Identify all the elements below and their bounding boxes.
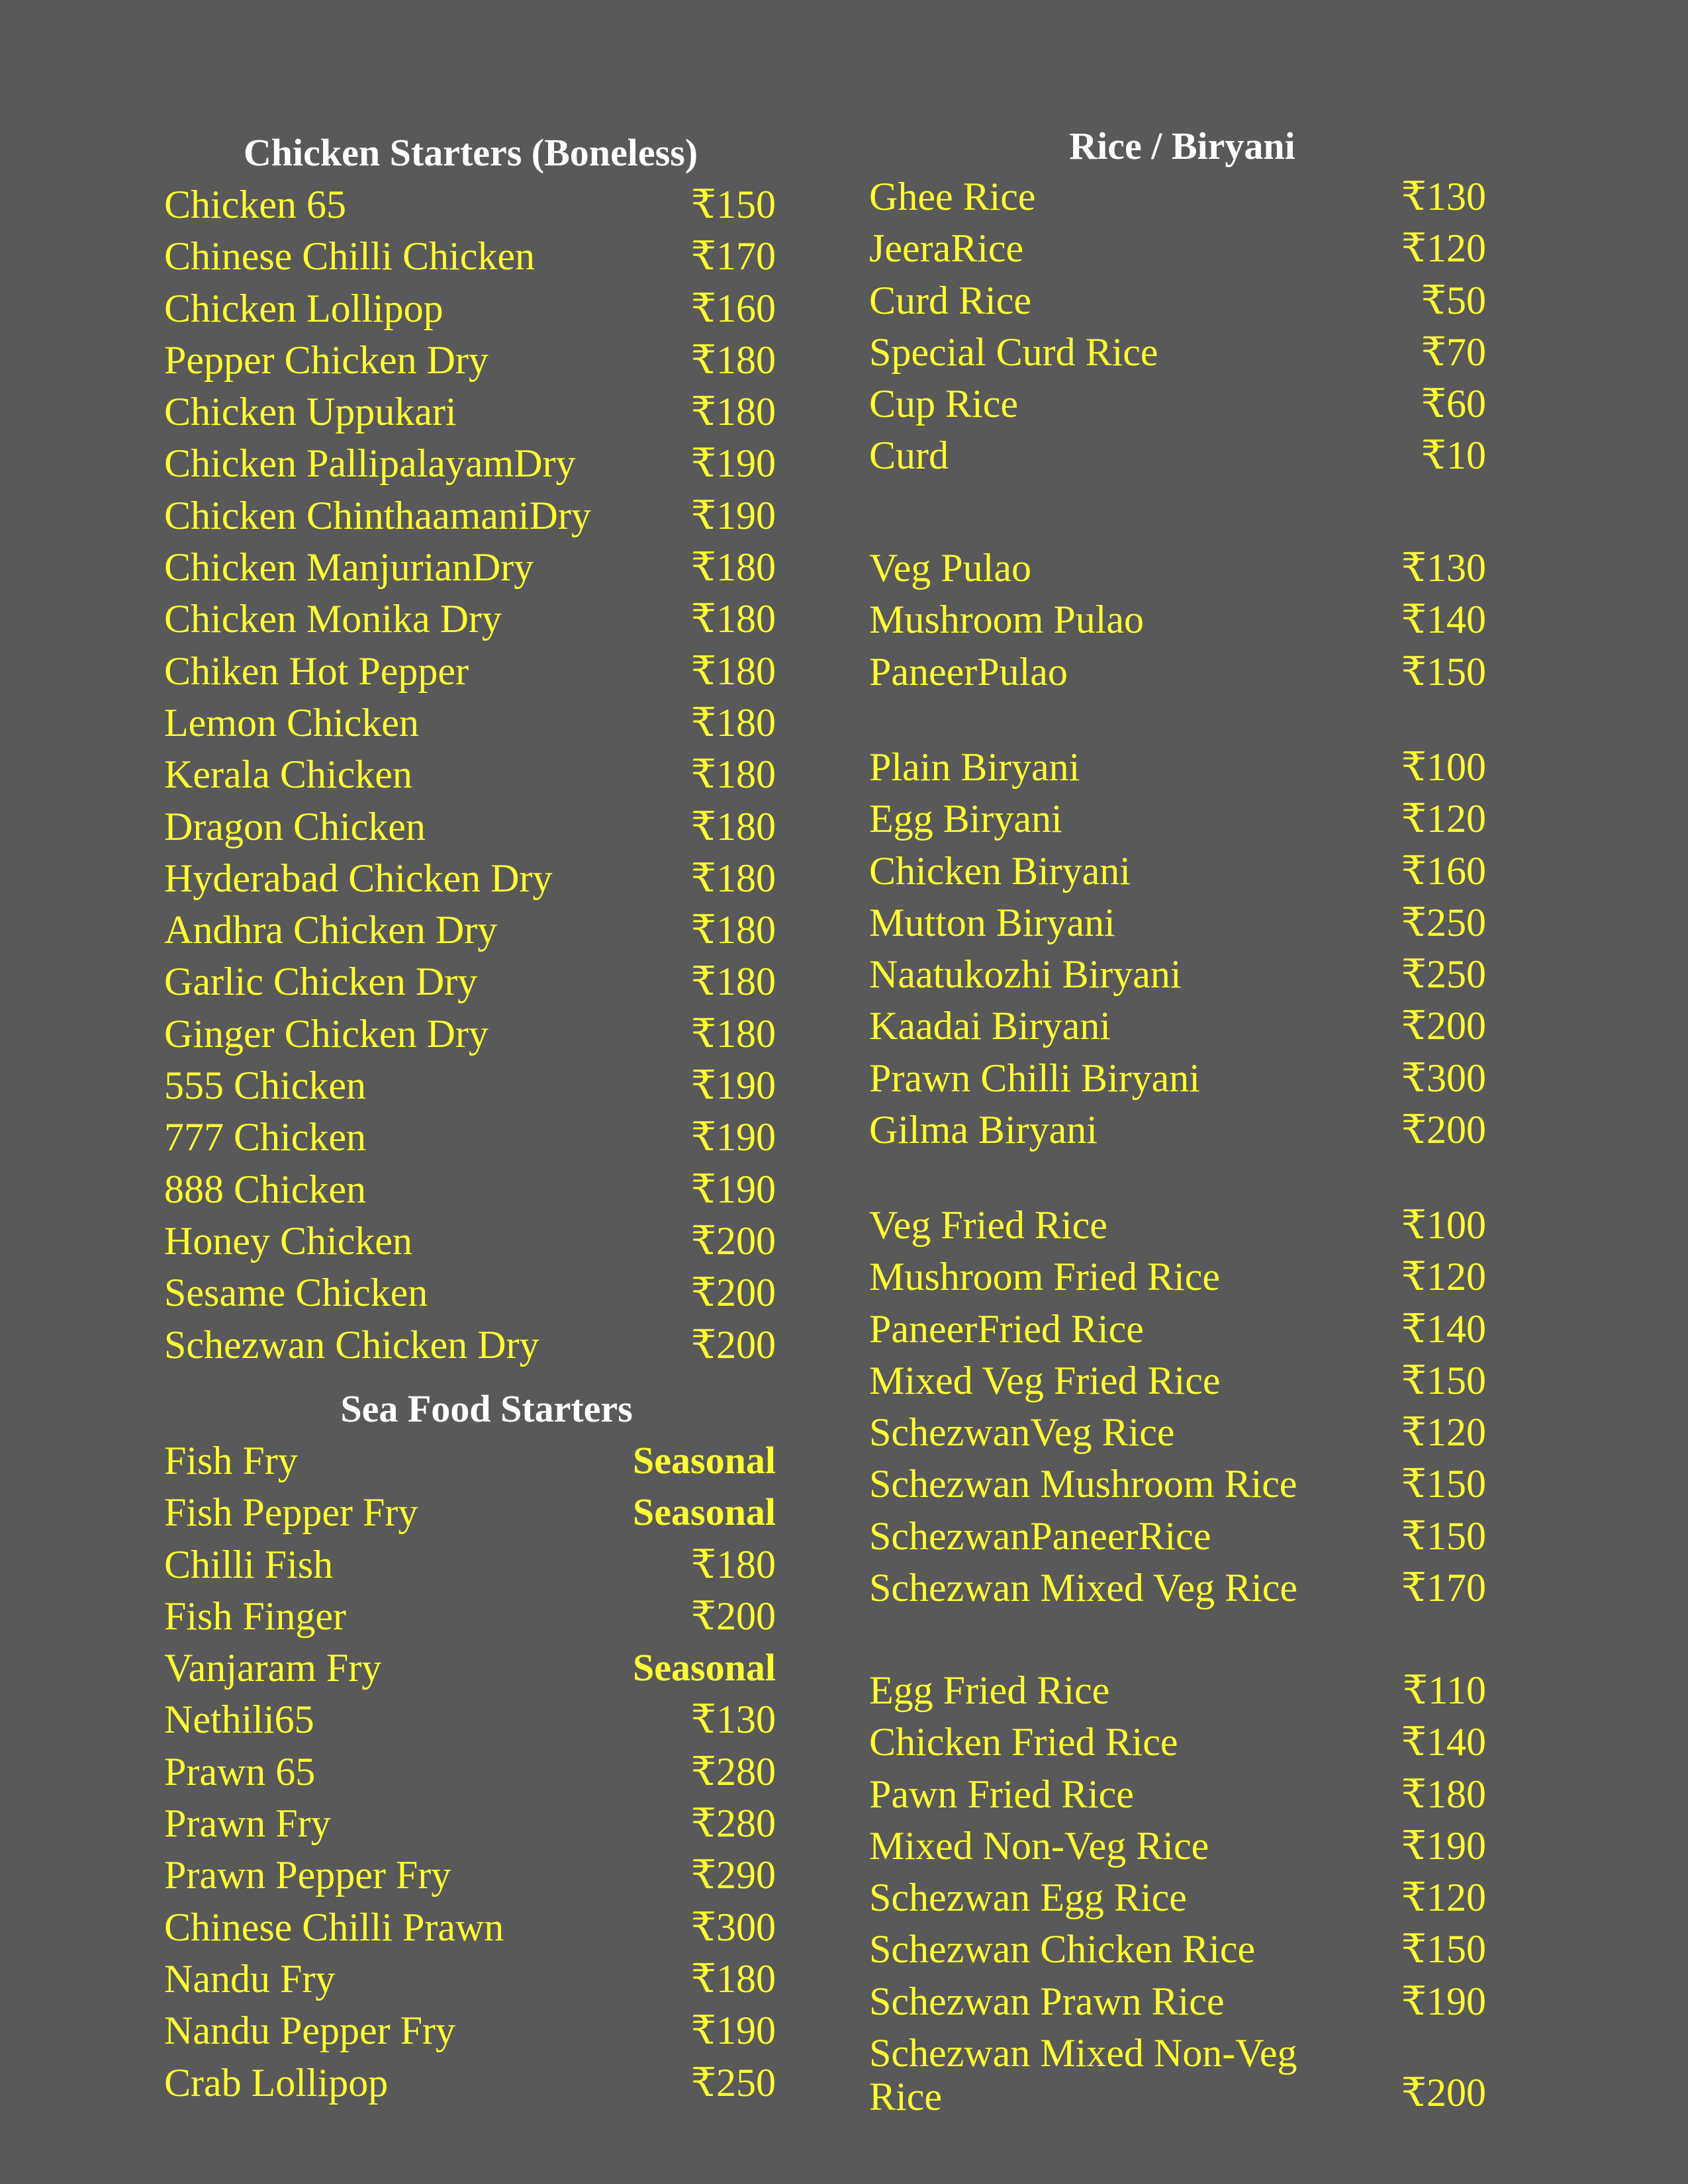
menu-item (164, 1849, 776, 1901)
menu-item (164, 1163, 776, 1215)
menu-item-name: Chilli Fish (164, 1542, 334, 1586)
menu-item (869, 1251, 1486, 1302)
menu-item (869, 1820, 1486, 1872)
menu-item-name: Fish Fry (164, 1439, 298, 1482)
menu-item-price: Seasonal (633, 1646, 776, 1690)
menu-item (164, 1215, 776, 1267)
menu-item-price: ₹70 (1421, 330, 1486, 374)
menu-item-price: ₹180 (690, 597, 776, 641)
menu-item-name: Sesame Chicken (164, 1271, 428, 1315)
menu-item-price: ₹300 (1401, 1056, 1486, 1100)
menu-item-name: Chicken Fried Rice (869, 1720, 1178, 1764)
menu-item-price: ₹180 (690, 700, 776, 745)
menu-item-price: ₹170 (1401, 1566, 1486, 1610)
menu-item-price: ₹150 (1401, 1358, 1486, 1402)
menu-item-name: Hyderabad Chicken Dry (164, 856, 553, 900)
menu-item-name: Chiken Hot Pepper (164, 649, 469, 693)
menu-item (869, 1768, 1486, 1820)
menu-item-price: ₹250 (1401, 952, 1486, 997)
menu-item-name: Mutton Biryani (869, 900, 1115, 944)
menu-item-name: JeeraRice (869, 226, 1024, 271)
menu-item-price: ₹190 (690, 2009, 776, 2053)
menu-item (164, 230, 776, 282)
menu-item-name: Mushroom Fried Rice (869, 1255, 1220, 1299)
menu-item-name: Egg Fried Rice (869, 1668, 1110, 1712)
menu-item-name: Schezwan Chicken Dry (164, 1322, 539, 1367)
menu-item (164, 1060, 776, 1111)
menu-item-price: ₹140 (1401, 598, 1486, 642)
menu-item (869, 171, 1486, 222)
menu-item (164, 1901, 776, 1953)
menu-item-price: ₹250 (1401, 900, 1486, 944)
menu-item-price: Seasonal (633, 1490, 776, 1534)
menu-item-price: ₹280 (690, 1749, 776, 1794)
menu-item (869, 1976, 1486, 2027)
menu-item (869, 741, 1486, 793)
menu-item-name: Vanjaram Fry (164, 1646, 382, 1690)
menu-item-price: ₹160 (690, 286, 776, 330)
menu-item (164, 1435, 776, 1486)
menu-item-price: ₹280 (690, 1801, 776, 1846)
menu-item (869, 1510, 1486, 1562)
menu-item-name: Prawn Pepper Fry (164, 1853, 451, 1897)
menu-item-price: ₹180 (690, 338, 776, 382)
menu-item-price: ₹180 (690, 649, 776, 693)
menu-item-name: Fish Pepper Fry (164, 1490, 418, 1535)
menu-item-price: ₹180 (690, 1956, 776, 2001)
menu-item-name: Veg Fried Rice (869, 1203, 1107, 1247)
menu-item (869, 1104, 1486, 1156)
menu-item-price: ₹170 (690, 234, 776, 279)
menu-item-price: ₹120 (1401, 226, 1486, 271)
menu-item (164, 749, 776, 800)
menu-item-price: ₹190 (1401, 1979, 1486, 2023)
menu-item (164, 283, 776, 334)
menu-item (869, 275, 1486, 326)
menu-item-price: ₹180 (690, 390, 776, 434)
menu-item-price: Seasonal (633, 1439, 776, 1482)
menu-item-name: Crab Lollipop (164, 2060, 389, 2105)
menu-item (869, 430, 1486, 481)
menu-item-price: ₹120 (1401, 1410, 1486, 1455)
menu-item-price: ₹300 (690, 1905, 776, 1949)
menu-item (164, 852, 776, 904)
menu-item-price: ₹250 (690, 2060, 776, 2105)
menu-item-name: Fish Finger (164, 1594, 347, 1638)
menu-item-name: Veg Pulao (869, 546, 1031, 590)
menu-item-price: ₹130 (690, 1698, 776, 1742)
menu-item-price: ₹180 (690, 960, 776, 1004)
menu-item-price: ₹100 (1401, 745, 1486, 789)
menu-item-name: Kerala Chicken (164, 752, 412, 797)
menu-item-price: ₹150 (690, 183, 776, 226)
menu-item-name: Schezwan Chicken Rice (869, 1927, 1256, 1972)
menu-item-price: ₹60 (1421, 382, 1486, 426)
menu-item-price: ₹180 (690, 1542, 776, 1586)
menu-item (164, 2005, 776, 2056)
menu-item-name: Chicken 65 (164, 183, 346, 226)
menu-item (869, 1716, 1486, 1768)
menu-item-name: Schezwan Mixed Non-Veg Rice (869, 2031, 1297, 2119)
menu-item (164, 1486, 776, 1538)
menu-item-price: ₹100 (1401, 1203, 1486, 1247)
menu-item-name: Plain Biryani (869, 745, 1080, 789)
menu-item (164, 593, 776, 645)
menu-item-price: ₹190 (690, 1064, 776, 1108)
menu-item-name: Kaadai Biryani (869, 1004, 1111, 1048)
menu-item-name: Nandu Pepper Fry (164, 2009, 455, 2053)
menu-item (164, 697, 776, 749)
menu-item (164, 1694, 776, 1745)
menu-item (164, 1953, 776, 2005)
menu-item (869, 1562, 1486, 1614)
menu-item-name: Schezwan Mixed Veg Rice (869, 1566, 1298, 1610)
menu-item (869, 1406, 1486, 1458)
menu-item-name: Ghee Rice (869, 175, 1036, 218)
menu-item (869, 1000, 1486, 1052)
menu-item-price: ₹200 (690, 1271, 776, 1315)
menu-item (164, 1746, 776, 1797)
menu-item (164, 1319, 776, 1371)
menu-item-price: ₹110 (1403, 1668, 1486, 1712)
menu-item-name: Nandu Fry (164, 1956, 336, 2001)
menu-item-name: Chicken Biryani (869, 848, 1131, 893)
menu-item-price: ₹130 (1401, 175, 1486, 218)
menu-item (164, 1111, 776, 1163)
menu-item (164, 1267, 776, 1318)
menu-item-price: ₹150 (1401, 1514, 1486, 1558)
menu-item (164, 1797, 776, 1849)
menu-item (164, 1590, 776, 1642)
menu-item-name: Curd (869, 433, 949, 478)
menu-item (164, 334, 776, 386)
menu-item-name: Chicken Lollipop (164, 286, 444, 330)
menu-item-price: ₹150 (1401, 649, 1486, 694)
menu-item-price: ₹50 (1421, 278, 1486, 322)
menu-item (869, 542, 1486, 594)
menu-item-name: Cup Rice (869, 382, 1018, 426)
menu-item-price: ₹200 (1401, 1108, 1486, 1152)
menu-item (869, 845, 1486, 897)
menu-item-name: Chinese Chilli Prawn (164, 1905, 504, 1949)
menu-item-name: Prawn Fry (164, 1801, 331, 1846)
menu-item-price: ₹180 (690, 1011, 776, 1056)
menu-item-name: SchezwanPaneerRice (869, 1514, 1211, 1558)
menu-item (869, 948, 1486, 1000)
menu-item-name: Naatukozhi Biryani (869, 952, 1182, 997)
menu-item (869, 222, 1486, 274)
menu-item-price: ₹190 (1401, 1823, 1486, 1868)
menu-item-name: Dragon Chicken (164, 804, 426, 848)
menu-item-price: ₹130 (1401, 546, 1486, 590)
menu-item-name: Schezwan Egg Rice (869, 1876, 1187, 1920)
menu-item (164, 904, 776, 956)
menu-item-name: 555 Chicken (164, 1064, 366, 1108)
menu-item (869, 646, 1486, 698)
menu-item (164, 801, 776, 852)
menu-item-name: Mushroom Pulao (869, 598, 1145, 642)
menu-item-price: ₹180 (690, 752, 776, 797)
menu-item (164, 541, 776, 593)
menu-item-name: 777 Chicken (164, 1115, 366, 1160)
menu-item-price: ₹200 (1401, 2071, 1486, 2115)
menu-item (164, 1642, 776, 1694)
menu-item (164, 179, 776, 230)
menu-item (164, 2057, 776, 2109)
menu-item-price: ₹200 (690, 1218, 776, 1263)
rice-list (869, 171, 1486, 482)
menu-item-name: Curd Rice (869, 278, 1031, 322)
menu-item-price: ₹180 (1401, 1772, 1486, 1816)
menu-item-price: ₹190 (690, 493, 776, 537)
menu-item-price: ₹190 (690, 441, 776, 486)
menu-item-name: PaneerPulao (869, 649, 1068, 694)
menu-item-name: Andhra Chicken Dry (164, 908, 498, 952)
menu-item (164, 956, 776, 1007)
menu-item (869, 1052, 1486, 1104)
chicken-starters-list (164, 179, 776, 1371)
menu-item-price: ₹290 (690, 1853, 776, 1897)
menu-item-price: ₹180 (690, 908, 776, 952)
menu-item-price: ₹120 (1401, 1255, 1486, 1299)
menu-item (869, 1872, 1486, 1923)
menu-item-name: Chicken PallipalayamDry (164, 441, 576, 486)
menu-item-price: ₹180 (690, 804, 776, 848)
menu-item-name: Schezwan Mushroom Rice (869, 1462, 1297, 1506)
menu-item-name: Nethili65 (164, 1698, 314, 1742)
menu-item-price: ₹200 (690, 1594, 776, 1638)
section-title-sea-food-starters: Sea Food Starters (340, 1387, 633, 1430)
menu-item-price: ₹160 (1401, 848, 1486, 893)
menu-item-price: ₹180 (690, 545, 776, 590)
menu-item-name: PaneerFried Rice (869, 1306, 1144, 1351)
pulao-list (869, 542, 1486, 698)
menu-item-name: Prawn Chilli Biryani (869, 1056, 1200, 1100)
menu-item-name: Mixed Veg Fried Rice (869, 1358, 1221, 1402)
menu-item-price: ₹120 (1401, 1876, 1486, 1920)
menu-item-name: Special Curd Rice (869, 330, 1158, 374)
menu-item (164, 1008, 776, 1060)
section-title-chicken-starters: Chicken Starters (Boneless) (243, 131, 698, 174)
menu-item-name: Chicken Uppukari (164, 390, 457, 434)
non-veg-fried-rice-list (869, 1664, 1486, 2120)
menu-item-name: Mixed Non-Veg Rice (869, 1823, 1209, 1868)
menu-item-price: ₹190 (690, 1115, 776, 1160)
menu-item (869, 897, 1486, 948)
veg-fried-rice-list (869, 1199, 1486, 1614)
menu-item (869, 1923, 1486, 1975)
menu-item-name: Ginger Chicken Dry (164, 1011, 489, 1056)
menu-item (164, 645, 776, 697)
menu-item-name: Chinese Chilli Chicken (164, 234, 535, 279)
menu-item-name: Chicken ChinthaamaniDry (164, 493, 591, 537)
menu-item-name: Honey Chicken (164, 1218, 412, 1263)
sea-food-starters-list (164, 1435, 776, 2109)
menu-item-price: ₹140 (1401, 1306, 1486, 1351)
menu-item (869, 1303, 1486, 1355)
biryani-list (869, 741, 1486, 1156)
menu-item-name: Chicken Monika Dry (164, 597, 502, 641)
menu-item (869, 1199, 1486, 1251)
menu-item-price: ₹180 (690, 856, 776, 900)
menu-item-price: ₹10 (1421, 433, 1486, 478)
menu-item (164, 490, 776, 541)
menu-item-name: Gilma Biryani (869, 1108, 1098, 1152)
menu-item-name: Prawn 65 (164, 1749, 316, 1794)
menu-item (164, 386, 776, 437)
menu-item (869, 1664, 1486, 1716)
menu-item-price: ₹140 (1401, 1720, 1486, 1764)
menu-item (869, 326, 1486, 378)
menu-item-name: Schezwan Prawn Rice (869, 1979, 1225, 2023)
menu-item (869, 1458, 1486, 1510)
menu-item-name: Pawn Fried Rice (869, 1772, 1134, 1816)
menu-item (869, 1355, 1486, 1406)
menu-item-name: Pepper Chicken Dry (164, 338, 489, 382)
menu-item (164, 1539, 776, 1590)
menu-item-price: ₹200 (690, 1322, 776, 1367)
menu-item-name: SchezwanVeg Rice (869, 1410, 1175, 1455)
menu-item-price: ₹200 (1401, 1004, 1486, 1048)
menu-item-price: ₹150 (1401, 1927, 1486, 1972)
menu-item (869, 594, 1486, 645)
menu-item-name: 888 Chicken (164, 1167, 366, 1211)
menu-item-price: ₹190 (690, 1167, 776, 1211)
section-title-rice-biryani: Rice / Biryani (1069, 124, 1295, 167)
menu-item-name: Chicken ManjurianDry (164, 545, 534, 590)
menu-item (869, 793, 1486, 844)
menu-item-name: Lemon Chicken (164, 700, 419, 745)
menu-item (869, 2027, 1486, 2120)
menu-item-price: ₹150 (1401, 1462, 1486, 1506)
menu-item (164, 437, 776, 489)
menu-item-name: Egg Biryani (869, 797, 1062, 841)
menu-item-price: ₹120 (1401, 797, 1486, 841)
menu-item (869, 378, 1486, 430)
menu-item-name: Garlic Chicken Dry (164, 960, 478, 1004)
